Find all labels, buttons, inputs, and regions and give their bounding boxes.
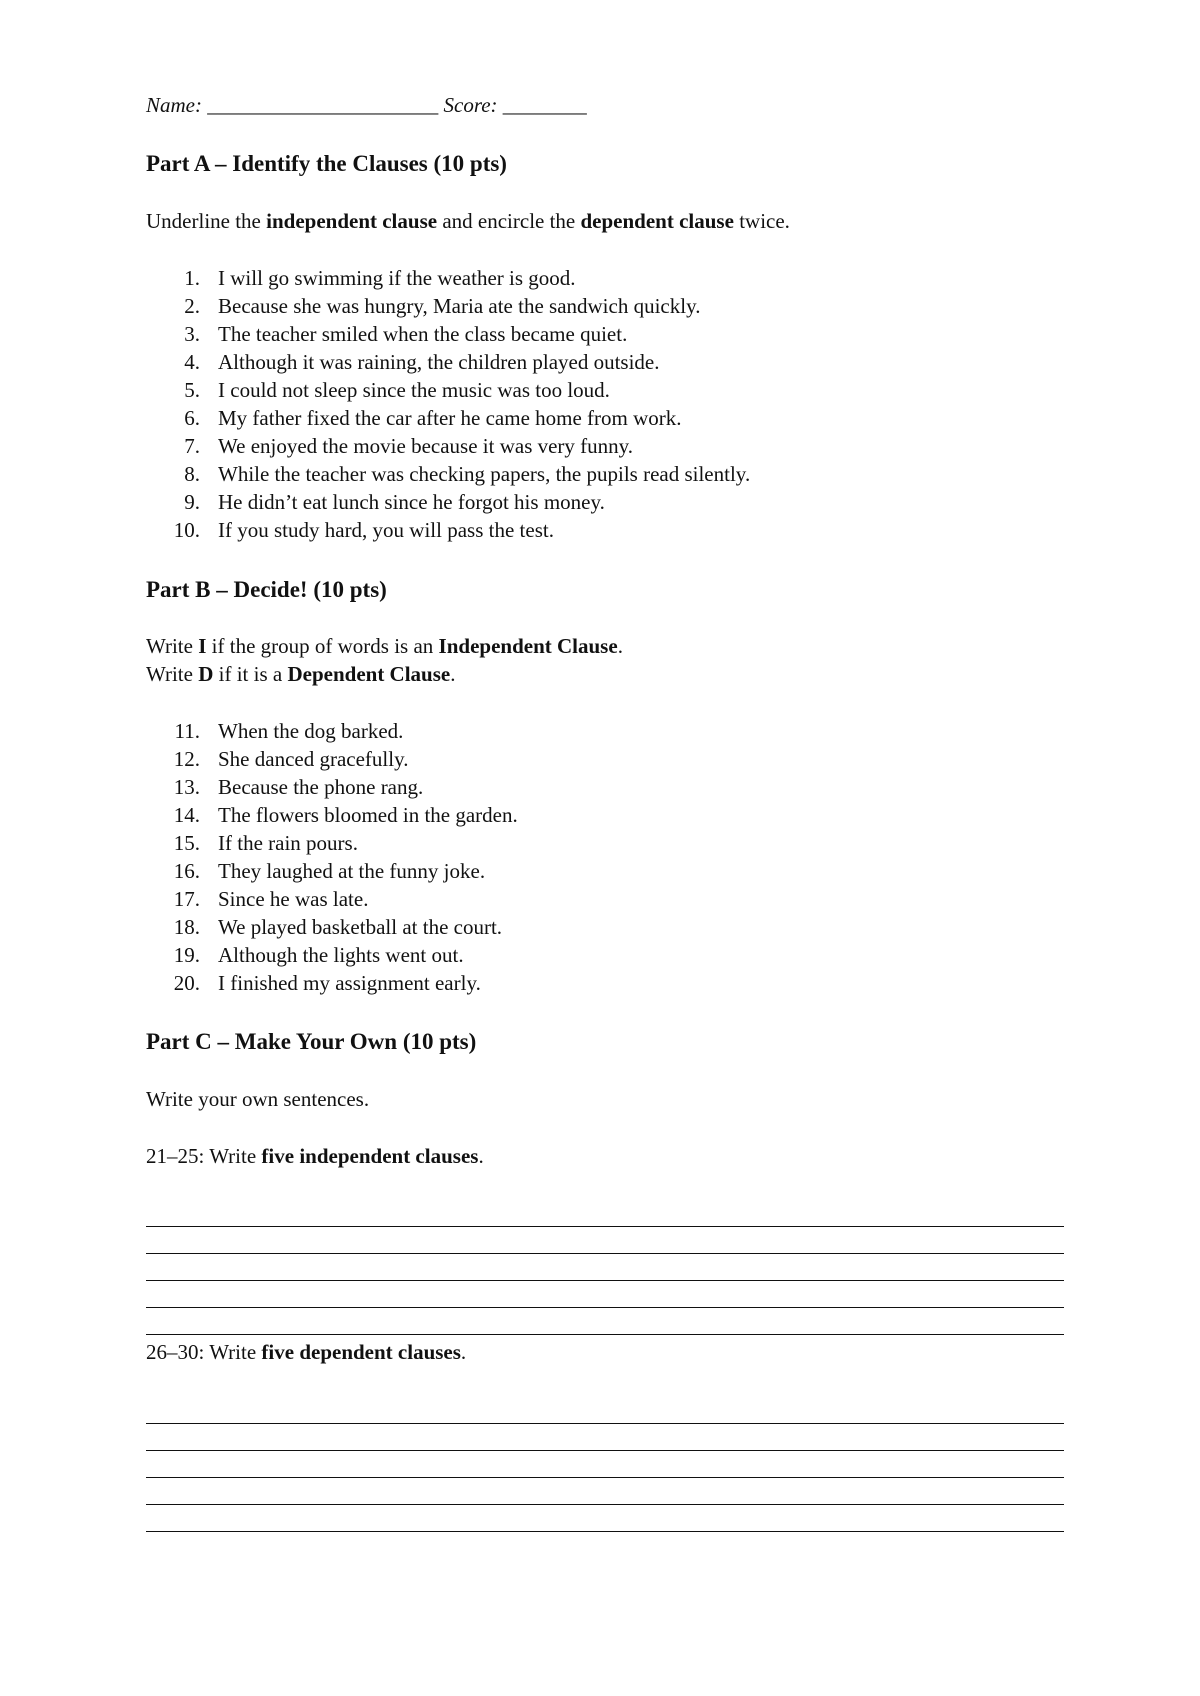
instruction-text: twice.	[733, 209, 790, 233]
item-text: I will go swimming if the weather is good.	[218, 266, 576, 290]
instruction-text: if the group of words is an	[206, 634, 439, 658]
item-text: Although the lights went out.	[218, 943, 464, 967]
part-b-instruction-1	[146, 632, 623, 660]
item-number: 7.	[184, 434, 200, 458]
item-number: 13.	[173, 775, 200, 799]
item-text: Because the phone rang.	[218, 775, 424, 799]
instruction-text: if it is a	[213, 662, 288, 686]
instruction-bold: Independent Clause	[438, 634, 618, 658]
answer-line[interactable]	[146, 1200, 1064, 1227]
item-text: If the rain pours.	[218, 831, 358, 855]
task-text: 26–30: Write	[146, 1340, 262, 1364]
answer-line[interactable]	[146, 1478, 1064, 1505]
answer-line[interactable]	[146, 1451, 1064, 1478]
part-a-title: Part A – Identify the Clauses (10 pts)	[146, 151, 507, 176]
item-number: 1.	[184, 266, 200, 290]
part-b-title: Part B – Decide! (10 pts)	[146, 577, 387, 602]
item-text: Although it was raining, the children played outside.	[218, 350, 660, 374]
name-blank[interactable]: ______________________	[207, 93, 439, 117]
item-number: 6.	[184, 406, 200, 430]
item-text: I could not sleep since the music was too loud.	[218, 378, 610, 402]
item-text: They laughed at the funny joke.	[218, 859, 486, 883]
item-text: She danced gracefully.	[218, 747, 409, 771]
item-number: 4.	[184, 350, 200, 374]
answer-line[interactable]	[146, 1397, 1064, 1424]
item-text: We played basketball at the court.	[218, 915, 503, 939]
item-number: 18.	[173, 915, 200, 939]
answer-line[interactable]	[146, 1308, 1064, 1335]
instruction-text: Underline the	[146, 209, 267, 233]
item-number: 16.	[173, 859, 200, 883]
answer-lines-dependent	[146, 1397, 1064, 1532]
item-text: The teacher smiled when the class became quiet.	[218, 322, 628, 346]
item-text: He didn’t eat lunch since he forgot his money.	[218, 490, 605, 514]
part-c-task-2	[146, 1338, 466, 1366]
instruction-text: and encircle the	[437, 209, 581, 233]
instruction-bold: dependent clause	[580, 209, 734, 233]
part-c-task-1	[146, 1142, 484, 1170]
task-text: 21–25: Write	[146, 1144, 262, 1168]
item-text: Since he was late.	[218, 887, 369, 911]
task-text: .	[478, 1144, 484, 1168]
task-bold: five dependent clauses	[261, 1340, 461, 1364]
part-c-title: Part C – Make Your Own (10 pts)	[146, 1029, 477, 1054]
answer-line[interactable]	[146, 1227, 1064, 1254]
item-text: While the teacher was checking papers, the pupils read silently.	[218, 462, 751, 486]
instruction-bold: D	[198, 662, 214, 686]
item-number: 12.	[173, 747, 200, 771]
item-number: 8.	[184, 462, 200, 486]
instruction-text: .	[617, 634, 623, 658]
answer-line[interactable]	[146, 1281, 1064, 1308]
item-text: Because she was hungry, Maria ate the sandwich quickly.	[218, 294, 701, 318]
item-number: 5.	[184, 378, 200, 402]
item-number: 15.	[173, 831, 200, 855]
item-number: 3.	[184, 322, 200, 346]
instruction-text: Write	[146, 662, 199, 686]
instruction-text: Write	[146, 634, 199, 658]
part-b-instruction-2	[146, 660, 455, 688]
answer-line[interactable]	[146, 1505, 1064, 1532]
item-number: 2.	[184, 294, 200, 318]
instruction-bold: independent clause	[266, 209, 438, 233]
item-number: 19.	[173, 943, 200, 967]
answer-line[interactable]	[146, 1254, 1064, 1281]
score-label: Score:	[443, 93, 498, 117]
item-text: If you study hard, you will pass the test.	[218, 518, 554, 542]
item-number: 20.	[173, 971, 200, 995]
instruction-text: .	[450, 662, 456, 686]
item-number: 17.	[173, 887, 200, 911]
instruction-bold: Dependent Clause	[287, 662, 451, 686]
item-number: 14.	[173, 803, 200, 827]
answer-lines-independent	[146, 1200, 1064, 1335]
item-text: We enjoyed the movie because it was very funny.	[218, 434, 634, 458]
task-bold: five independent clauses	[261, 1144, 479, 1168]
item-number: 10.	[173, 518, 200, 542]
item-text: The flowers bloomed in the garden.	[218, 803, 518, 827]
name-label: Name:	[146, 93, 202, 117]
header-line	[146, 91, 587, 119]
instruction-bold: I	[198, 634, 207, 658]
task-text: .	[460, 1340, 467, 1364]
item-text: I finished my assignment early.	[218, 971, 481, 995]
item-text: When the dog barked.	[218, 719, 404, 743]
part-c-instruction: Write your own sentences.	[146, 1087, 370, 1111]
item-number: 9.	[184, 490, 200, 514]
item-text: My father fixed the car after he came home from work.	[218, 406, 682, 430]
item-number: 11.	[174, 719, 200, 743]
part-a-instruction	[146, 207, 790, 235]
answer-line[interactable]	[146, 1424, 1064, 1451]
score-blank[interactable]: ________	[502, 93, 587, 117]
